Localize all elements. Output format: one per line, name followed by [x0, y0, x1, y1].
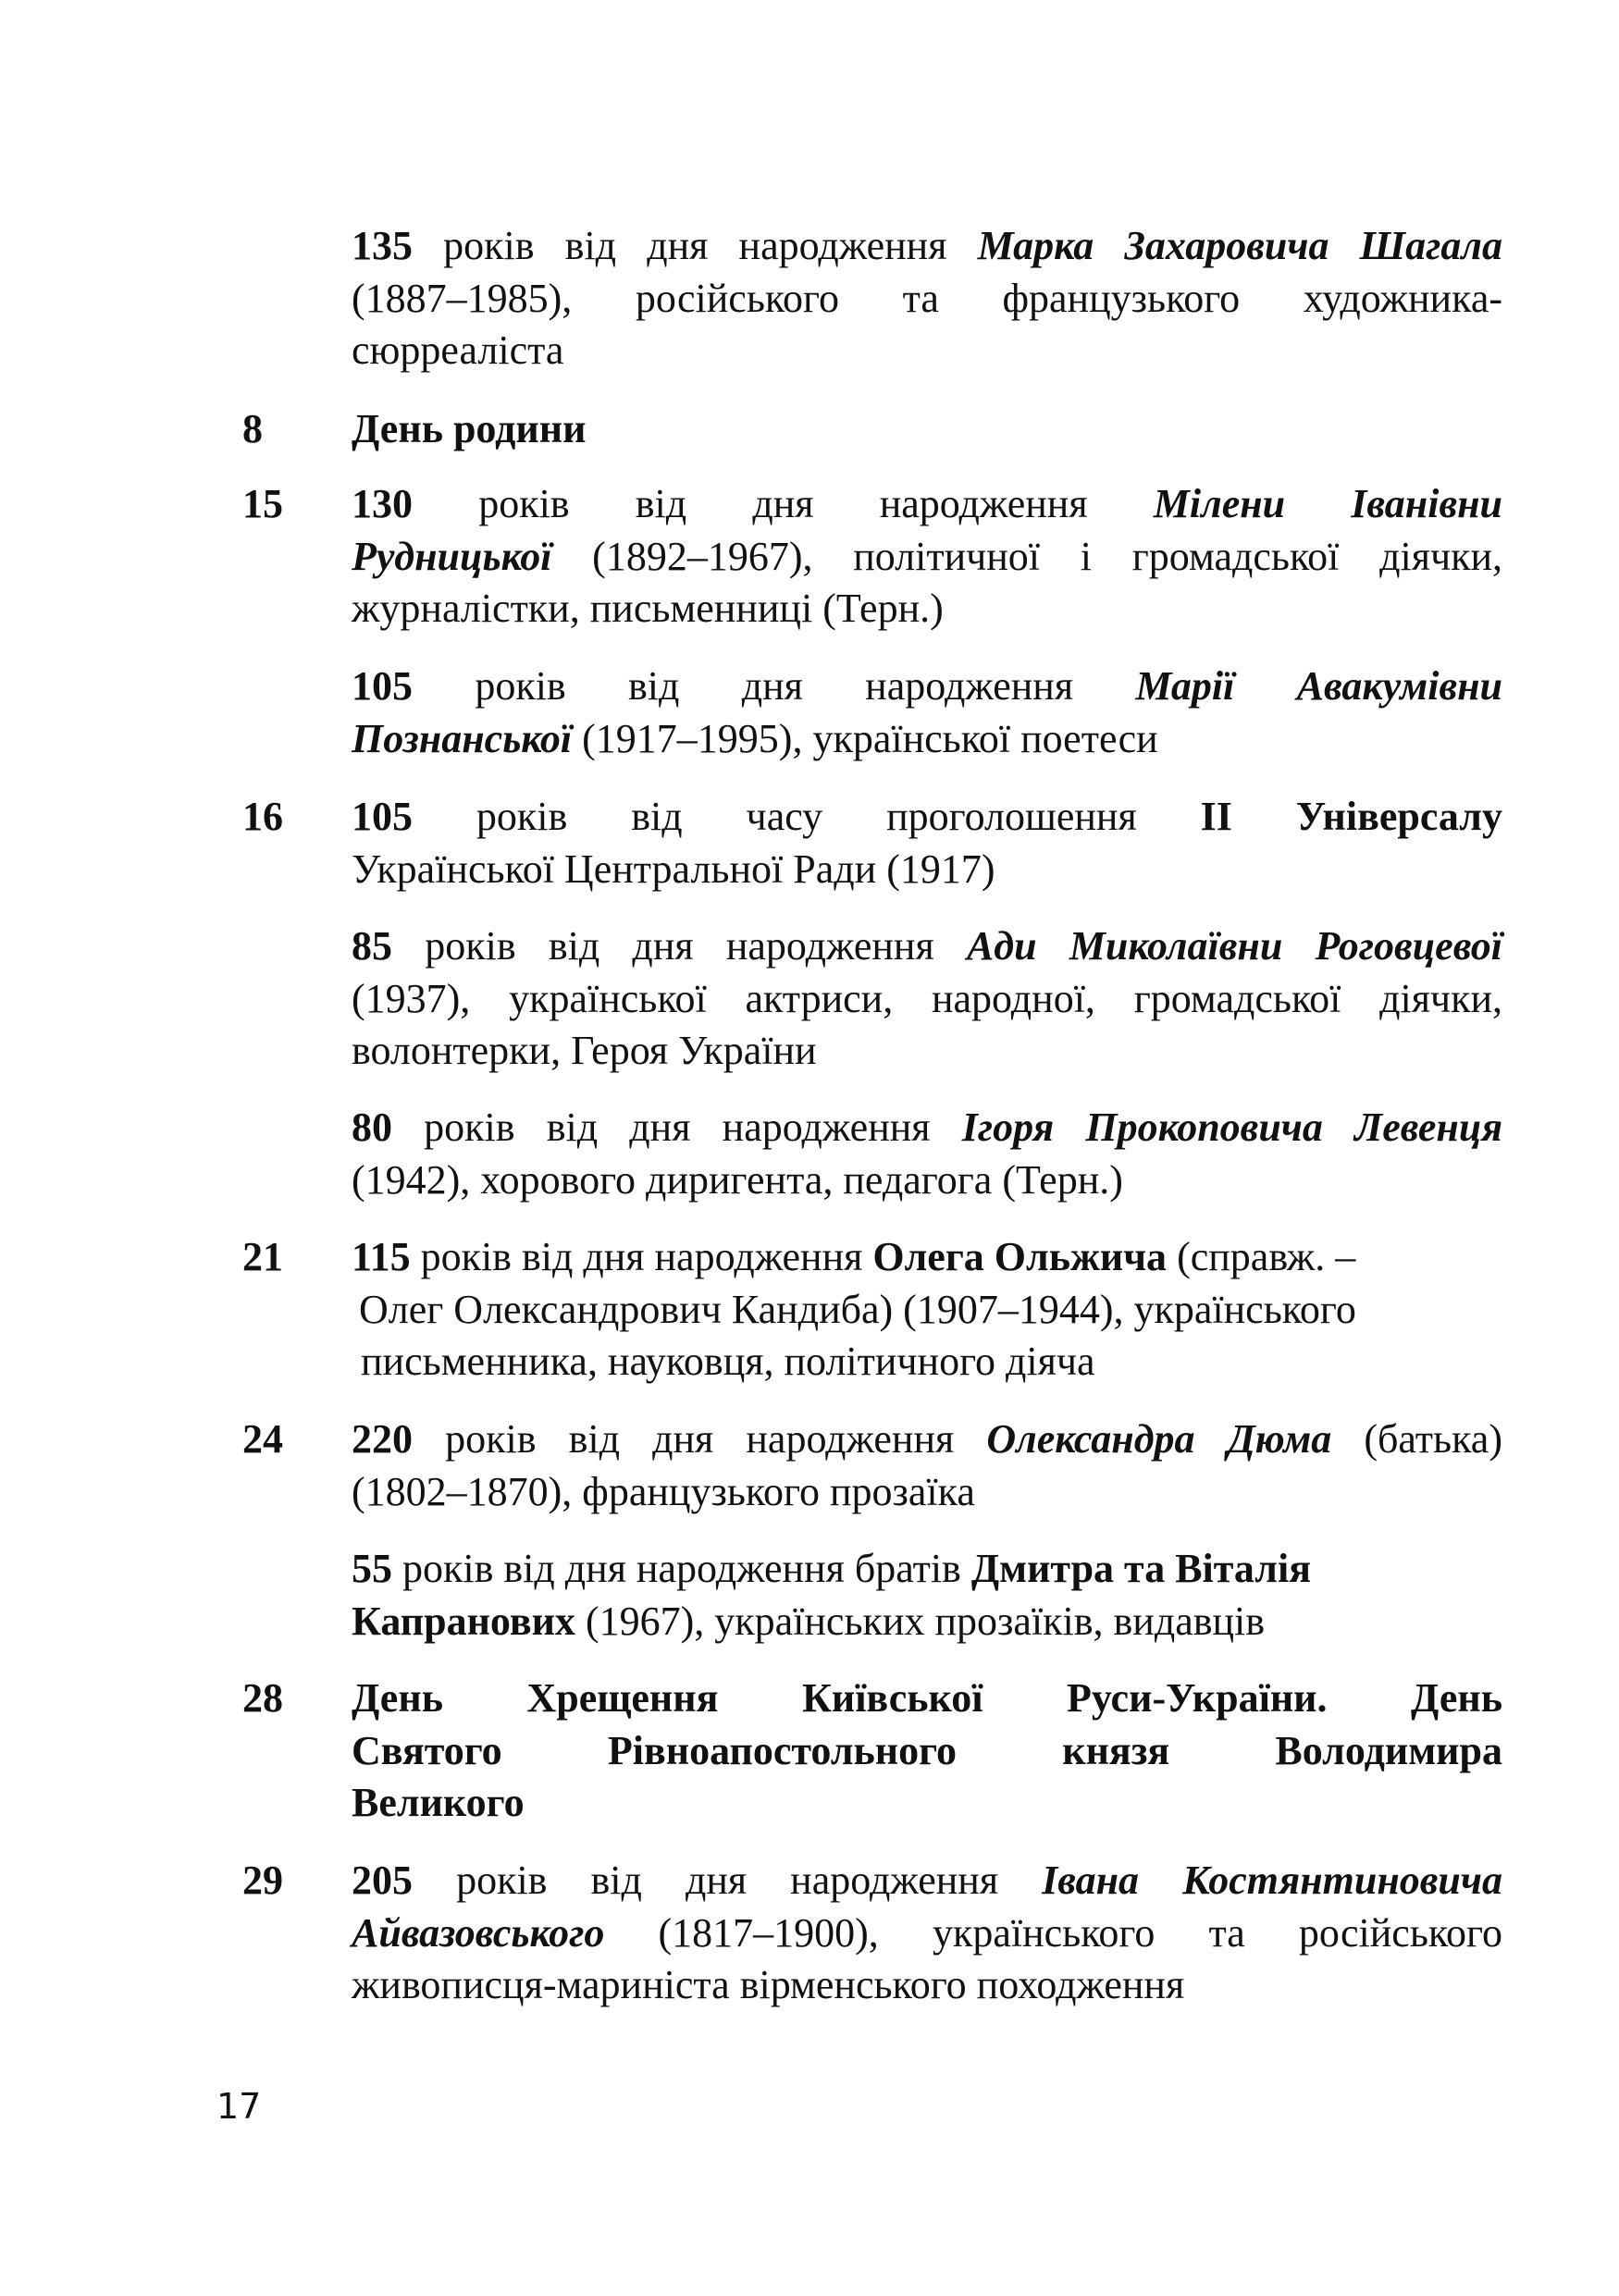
- entry-line: живописця-мариніста вірменського походження: [352, 1962, 1185, 2007]
- entry-aivazovsky: [352, 1855, 1502, 2012]
- entry-line: 105 років від часу проголошення ІІ Універсалу: [352, 794, 1502, 839]
- entry-line: 55 років від дня народження братів Дмитра та Віталія: [352, 1546, 1312, 1591]
- entry-rudnytska: [352, 478, 1502, 636]
- entry-line: 115 років від дня народження Олега Ольжича (справж. –: [352, 1234, 1356, 1279]
- day-number: 15: [242, 481, 283, 526]
- entry-line: День Хрещення Київської Руси-України. День: [352, 1675, 1502, 1721]
- entry-line: письменника, науковця, політичного діяча: [361, 1339, 1095, 1384]
- entry-chagall: [352, 220, 1502, 377]
- entry-line: 85 років від дня народження Ади Миколаївни Роговцевої: [352, 923, 1503, 969]
- entry-dumas: [352, 1413, 1502, 1518]
- entry-second-universal: [352, 791, 1502, 895]
- day-number: 29: [242, 1858, 283, 1903]
- entry-line: 105 років від дня народження Марії Авакумівни: [352, 663, 1502, 709]
- entry-line: Олег Олександрович Кандиба) (1907–1944), українського: [359, 1286, 1356, 1332]
- entry-line: Капранових (1967), українських прозаїків, видавців: [352, 1598, 1266, 1644]
- entry-line: 80 років від дня народження Ігоря Прокоповича Левенця: [352, 1105, 1503, 1150]
- entry-rogovtseva: [352, 920, 1502, 1078]
- entry-line: 135 років від дня народження Марка Захаровича Шагала: [352, 223, 1503, 268]
- entry-line: 205 років від дня народження Івана Костянтиновича: [352, 1858, 1502, 1903]
- entry-line: 220 років від дня народження Олександра Дюма (батька): [352, 1416, 1502, 1462]
- entry-line: Української Центральної Ради (1917): [352, 846, 995, 892]
- entry-line: сюрреаліста: [352, 327, 564, 373]
- entry-line: (1942), хорового диригента, педагога (Терн.): [352, 1156, 1123, 1203]
- entry-baptism-day: [352, 1673, 1502, 1830]
- day-number: 21: [242, 1234, 283, 1279]
- entry-line: 130 років від дня народження Мілени Іванівни: [352, 481, 1503, 526]
- entry-line: журналістки, письменниці (Терн.): [352, 586, 944, 631]
- entry-line: (1802–1870), французького прозаїка: [352, 1468, 975, 1514]
- entry-kapranov: [352, 1543, 1502, 1648]
- entry-line: День родини: [352, 406, 587, 451]
- entry-line: Айвазовського (1817–1900), українського та російського: [352, 1909, 1502, 1956]
- entry-line: (1887–1985), російського та французького художника-: [352, 275, 1502, 321]
- entry-line: (1937), української актриси, народної, громадської діячки,: [352, 975, 1502, 1021]
- day-number: 24: [242, 1416, 283, 1462]
- entry-levenets: [352, 1102, 1502, 1206]
- entry-olzhych: [352, 1231, 1502, 1389]
- entry-line: Святого Рівноапостольного князя Володимира: [352, 1727, 1502, 1773]
- entry-family-day: [352, 403, 1502, 456]
- day-number: 16: [242, 794, 283, 839]
- entry-line: Познанської (1917–1995), української поетеси: [352, 715, 1158, 761]
- entry-poznanska: [352, 660, 1502, 765]
- entry-line: волонтерки, Героя України: [352, 1028, 817, 1073]
- day-number: 8: [242, 406, 263, 451]
- entry-line: Рудницької (1892–1967), політичної і громадської діячки,: [352, 533, 1502, 579]
- entry-line: Великого: [352, 1780, 525, 1825]
- page-number: 17: [216, 2086, 262, 2127]
- day-number: 28: [242, 1675, 283, 1721]
